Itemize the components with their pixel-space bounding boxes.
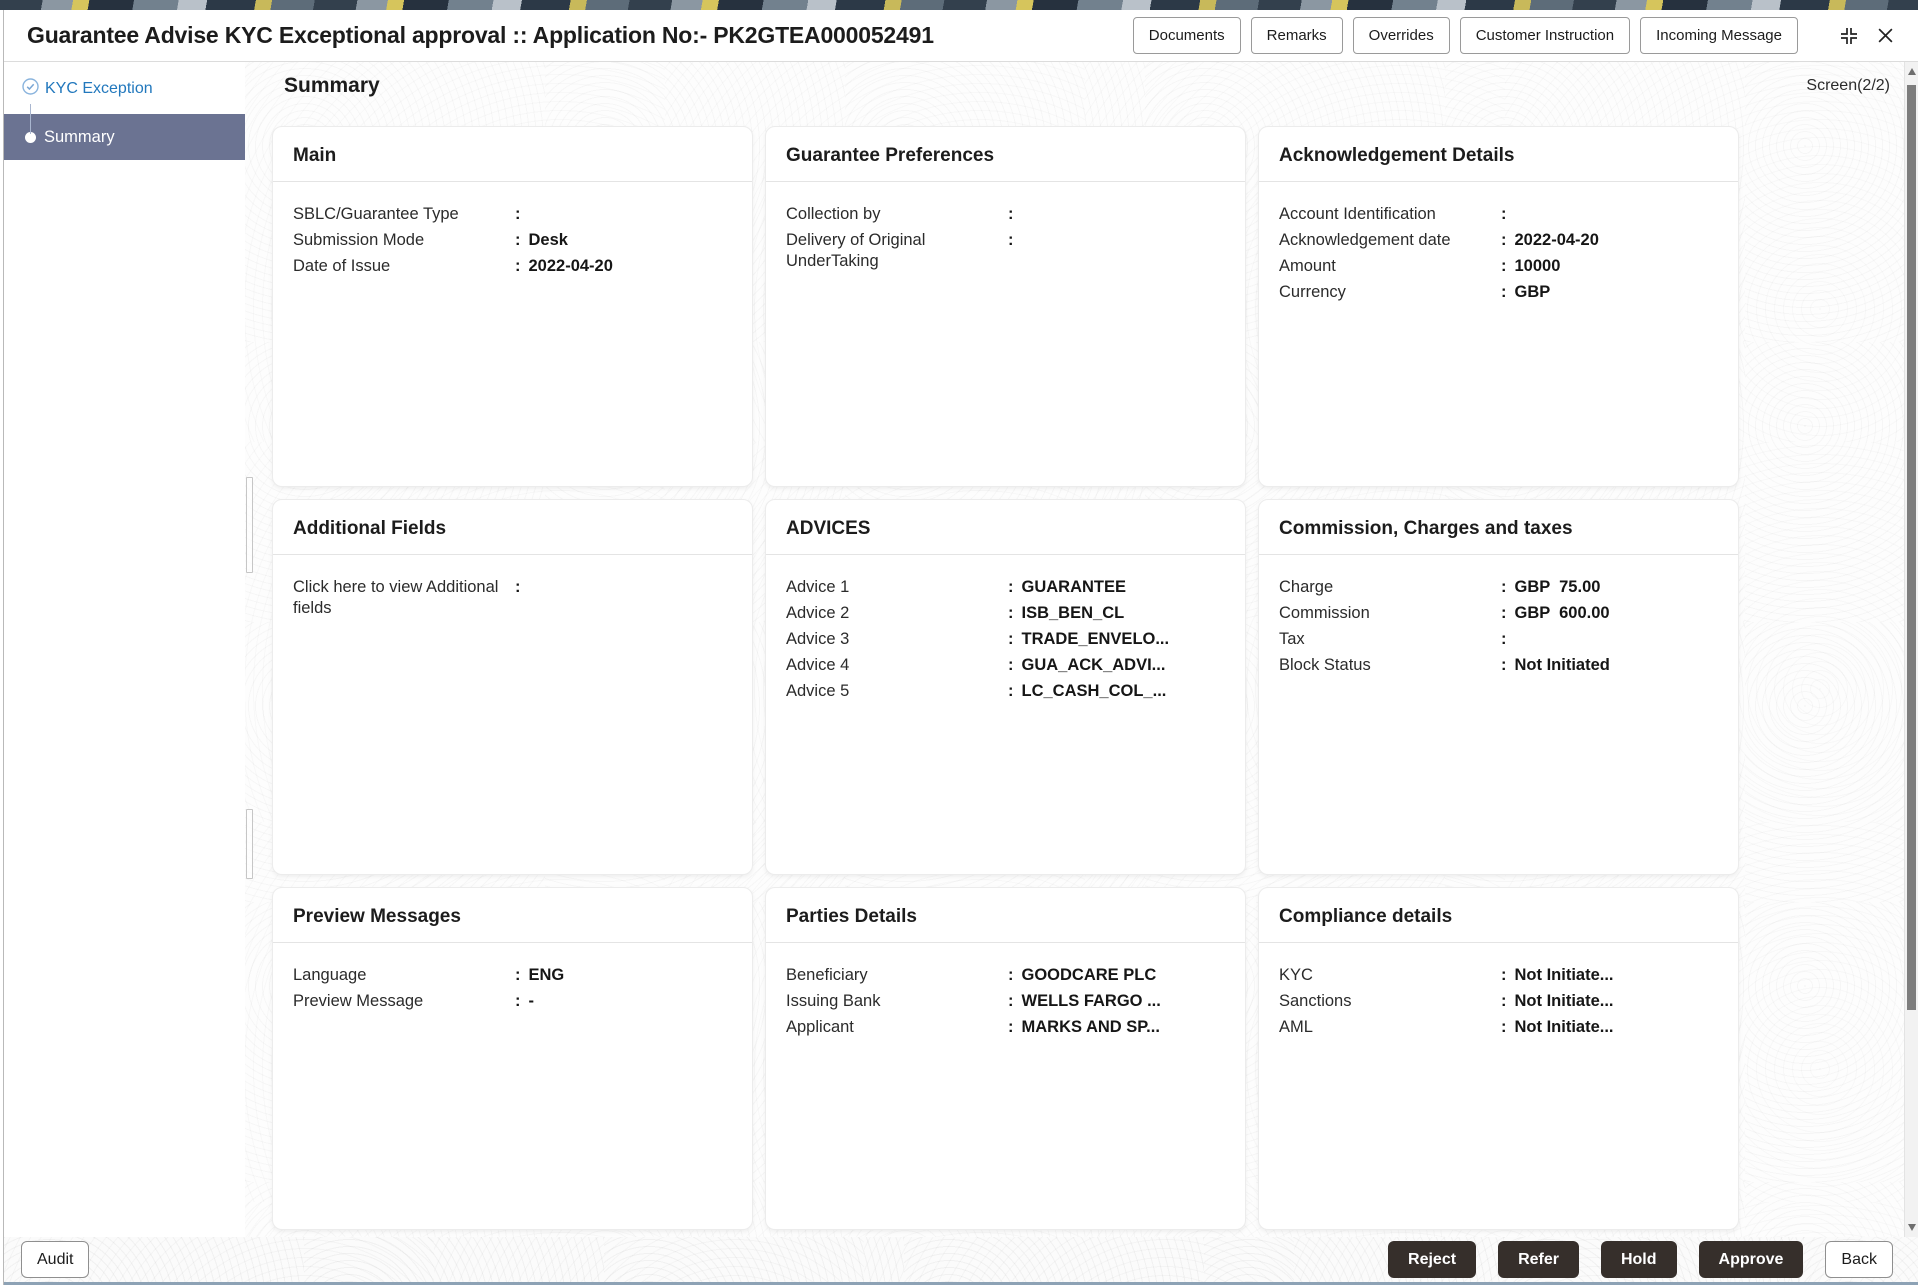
sidebar xyxy=(4,62,245,1237)
field-label: AML xyxy=(1279,1018,1313,1036)
card-title: Compliance details xyxy=(1279,906,1453,927)
card-title: Main xyxy=(293,145,337,166)
field-row xyxy=(1279,204,1718,225)
remarks-button[interactable]: Remarks xyxy=(1251,17,1343,54)
field-label: SBLC/Guarantee Type xyxy=(293,205,459,223)
scrollbar-thumb[interactable] xyxy=(1907,85,1916,1010)
window-title: Guarantee Advise KYC Exceptional approval :: Application No:- PK2GTEA000052491 xyxy=(27,22,934,48)
field-label: Tax xyxy=(1279,630,1305,648)
field-row xyxy=(293,965,732,986)
field-row xyxy=(293,230,732,251)
vertical-scrollbar[interactable] xyxy=(1904,62,1918,1237)
field-value xyxy=(1501,204,1718,225)
field-row xyxy=(1279,282,1718,303)
field-label: Sanctions xyxy=(1279,992,1352,1010)
reject-button[interactable]: Reject xyxy=(1388,1241,1476,1278)
field-label: Beneficiary xyxy=(786,966,868,984)
field-label: Block Status xyxy=(1279,656,1371,674)
additional-fields-link[interactable]: Click here to view Additional fields xyxy=(293,578,499,617)
scroll-up-icon[interactable] xyxy=(1908,68,1916,75)
field-row xyxy=(786,629,1225,650)
field-row xyxy=(1279,965,1718,986)
card-divider xyxy=(1259,181,1738,182)
incoming-message-button[interactable]: Incoming Message xyxy=(1640,17,1798,54)
field-label: Advice 5 xyxy=(786,682,850,700)
field-value: : Not Initiated xyxy=(1501,655,1718,676)
card-divider xyxy=(1259,554,1738,555)
field-row xyxy=(786,965,1225,986)
field-value xyxy=(515,577,732,598)
field-label: Account Identification xyxy=(1279,205,1436,223)
field-row xyxy=(293,204,732,225)
field-row xyxy=(293,991,732,1012)
field-label: Language xyxy=(293,966,367,984)
field-value xyxy=(1008,204,1225,225)
field-label: Advice 3 xyxy=(786,630,850,648)
field-value: : ENG xyxy=(515,965,732,986)
field-label: Currency xyxy=(1279,283,1346,301)
field-row xyxy=(1279,655,1718,676)
field-label: Acknowledgement date xyxy=(1279,231,1451,249)
field-label: Preview Message xyxy=(293,992,424,1010)
footer-bar xyxy=(4,1237,1918,1285)
desktop-background-strip xyxy=(0,0,1918,10)
field-value: : GOODCARE PLC xyxy=(1008,965,1225,986)
footer-actions xyxy=(1388,1241,1893,1278)
card-title: ADVICES xyxy=(786,518,871,539)
card-main xyxy=(272,126,753,487)
field-value: : 10000 xyxy=(1501,256,1718,277)
field-value xyxy=(515,204,732,225)
card-title: Additional Fields xyxy=(293,518,447,539)
field-row xyxy=(786,681,1225,702)
field-value: : Not Initiate... xyxy=(1501,1017,1718,1038)
close-icon[interactable] xyxy=(1872,23,1898,49)
field-value: : 2022-04-20 xyxy=(515,256,732,277)
sidebar-item-label: KYC Exception xyxy=(45,80,153,97)
field-row xyxy=(1279,603,1718,624)
field-value: : GUARANTEE xyxy=(1008,577,1225,598)
field-row xyxy=(293,256,732,277)
card-title: Acknowledgement Details xyxy=(1279,145,1515,166)
field-row xyxy=(786,577,1225,598)
field-value: : Not Initiate... xyxy=(1501,965,1718,986)
collapse-icon[interactable] xyxy=(1836,23,1862,49)
hold-button[interactable]: Hold xyxy=(1601,1241,1677,1278)
sidebar-item-summary[interactable] xyxy=(4,114,245,160)
field-row xyxy=(786,655,1225,676)
screen-indicator: Screen(2/2) xyxy=(1806,77,1890,94)
field-label: Applicant xyxy=(786,1018,854,1036)
page-title: Summary xyxy=(284,74,380,97)
field-label: Commission xyxy=(1279,604,1370,622)
customer-instruction-button[interactable]: Customer Instruction xyxy=(1460,17,1630,54)
field-value: : GBP 600.00 xyxy=(1501,603,1718,624)
field-value: : MARKS AND SP... xyxy=(1008,1017,1225,1038)
card-divider xyxy=(273,181,752,182)
documents-button[interactable]: Documents xyxy=(1133,17,1241,54)
approve-button[interactable]: Approve xyxy=(1699,1241,1804,1278)
card-additional-fields xyxy=(272,499,753,875)
field-value xyxy=(1008,230,1225,251)
field-row xyxy=(1279,577,1718,598)
check-circle-icon xyxy=(22,78,39,100)
field-row xyxy=(786,1017,1225,1038)
step-connector-line xyxy=(30,104,31,134)
field-label: Collection by xyxy=(786,205,881,223)
field-value: : ISB_BEN_CL xyxy=(1008,603,1225,624)
window-header xyxy=(4,10,1918,62)
card-title: Preview Messages xyxy=(293,906,461,927)
field-value: : GBP 75.00 xyxy=(1501,577,1718,598)
field-row xyxy=(786,204,1225,225)
field-label: Charge xyxy=(1279,578,1334,596)
field-value: : 2022-04-20 xyxy=(1501,230,1718,251)
field-label: KYC xyxy=(1279,966,1313,984)
inner-scrollbar[interactable] xyxy=(246,477,253,573)
card-divider xyxy=(766,181,1245,182)
card-divider xyxy=(766,554,1245,555)
field-row xyxy=(1279,991,1718,1012)
card-parties-details xyxy=(765,887,1246,1230)
card-commission-charges-taxes xyxy=(1258,499,1739,875)
audit-button[interactable]: Audit xyxy=(21,1241,89,1278)
field-label: Delivery of Original UnderTaking xyxy=(786,231,926,270)
field-row xyxy=(1279,629,1718,650)
refer-button[interactable]: Refer xyxy=(1498,1241,1579,1278)
inner-scrollbar[interactable] xyxy=(246,809,253,879)
sidebar-item-kyc-exception[interactable] xyxy=(4,62,245,100)
field-label: Submission Mode xyxy=(293,231,425,249)
field-value: : TRADE_ENVELO... xyxy=(1008,629,1225,650)
card-divider xyxy=(273,942,752,943)
card-title: Guarantee Preferences xyxy=(786,145,995,166)
window-body xyxy=(4,62,1918,1237)
field-value: : GBP xyxy=(1501,282,1718,303)
header-actions xyxy=(1133,17,1898,54)
field-label: Advice 4 xyxy=(786,656,850,674)
field-value xyxy=(1501,629,1718,650)
field-label: Issuing Bank xyxy=(786,992,881,1010)
card-divider xyxy=(1259,942,1738,943)
sidebar-item-label: Summary xyxy=(44,127,115,146)
field-row xyxy=(786,230,1225,272)
card-guarantee-preferences xyxy=(765,126,1246,487)
card-compliance-details xyxy=(1258,887,1739,1230)
field-row xyxy=(786,991,1225,1012)
card-advices xyxy=(765,499,1246,875)
field-label: Date of Issue xyxy=(293,257,391,275)
content-area xyxy=(245,62,1918,1237)
summary-card-grid xyxy=(272,126,1739,1230)
field-row xyxy=(293,577,732,619)
card-divider xyxy=(273,554,752,555)
content-header xyxy=(284,74,1890,98)
back-button[interactable]: Back xyxy=(1825,1241,1893,1278)
field-value: : GUA_ACK_ADVI... xyxy=(1008,655,1225,676)
field-value: : Desk xyxy=(515,230,732,251)
overrides-button[interactable]: Overrides xyxy=(1353,17,1450,54)
field-value: : WELLS FARGO ... xyxy=(1008,991,1225,1012)
field-row xyxy=(1279,230,1718,251)
field-value: : - xyxy=(515,991,732,1012)
card-acknowledgement-details xyxy=(1258,126,1739,487)
card-divider xyxy=(766,942,1245,943)
approval-window xyxy=(3,10,1918,1285)
card-title: Commission, Charges and taxes xyxy=(1279,518,1573,539)
scroll-down-icon[interactable] xyxy=(1908,1224,1916,1231)
field-label: Advice 1 xyxy=(786,578,850,596)
field-row xyxy=(1279,256,1718,277)
card-title: Parties Details xyxy=(786,906,917,927)
field-value: : LC_CASH_COL_... xyxy=(1008,681,1225,702)
field-label: Amount xyxy=(1279,257,1336,275)
card-preview-messages xyxy=(272,887,753,1230)
field-row xyxy=(1279,1017,1718,1038)
field-label: Advice 2 xyxy=(786,604,850,622)
field-row xyxy=(786,603,1225,624)
field-value: : Not Initiate... xyxy=(1501,991,1718,1012)
